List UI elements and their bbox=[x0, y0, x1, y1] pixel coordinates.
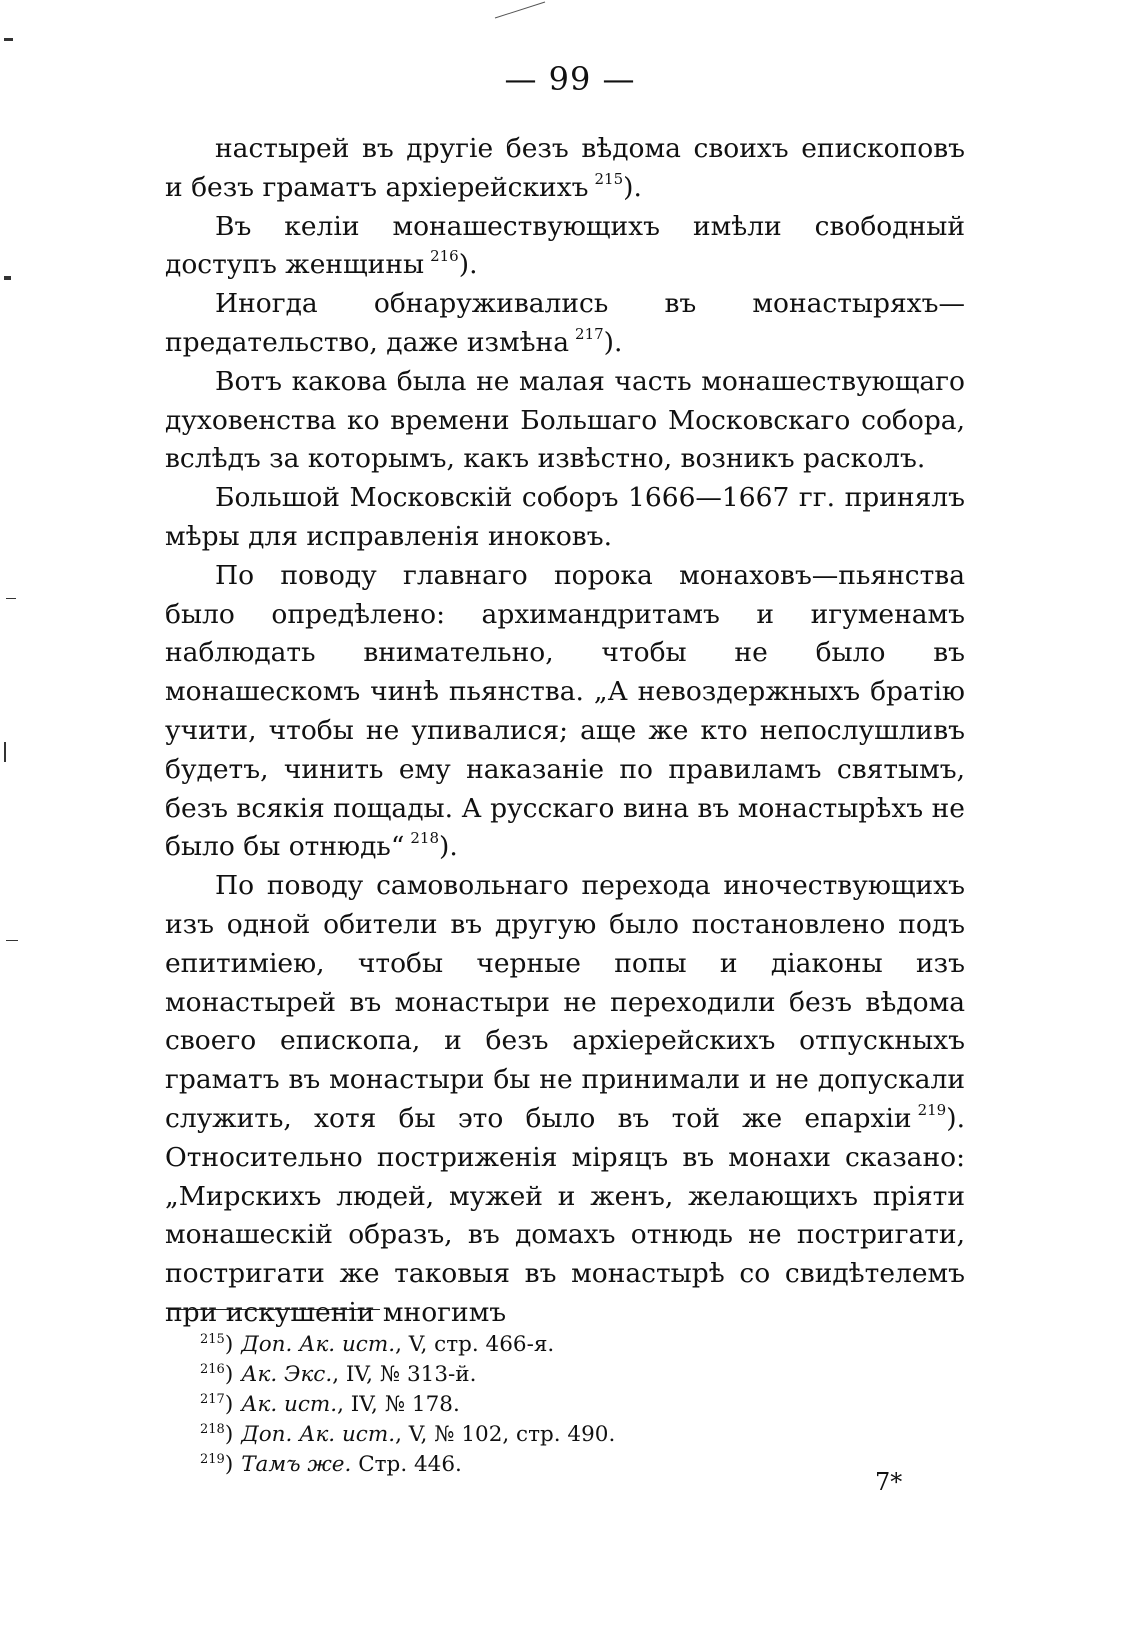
footnote-paren: ) bbox=[224, 1422, 234, 1447]
scan-mark bbox=[6, 598, 16, 599]
footnote-reference[interactable]: 219 bbox=[917, 1100, 947, 1119]
footnote-detail: , IV, № 313-й. bbox=[332, 1362, 477, 1387]
paragraph-text: Въ келіи монашествующихъ имѣли свободный доступъ женщины bbox=[165, 210, 965, 281]
footnote-detail: , IV, № 178. bbox=[337, 1392, 460, 1417]
paragraph bbox=[165, 208, 965, 286]
footnote-separator-rule bbox=[170, 1309, 380, 1310]
footnote-number: 219 bbox=[200, 1452, 225, 1467]
footnote-reference[interactable]: 218 bbox=[410, 829, 440, 848]
paragraph-tail: ). Относительно постриженія міряцъ въ монахи сказано: „Мирскихъ людей, мужей и женъ, желающихъ пріяти монашескій образъ, въ домахъ отнюдь не постригати, постригати же таковыя въ монастырѣ со свидѣтелемъ при искушеніи многимъ bbox=[165, 1102, 965, 1328]
paragraph bbox=[165, 130, 965, 208]
footnote-number: 217 bbox=[200, 1392, 225, 1407]
footnote-source: Ак. Экс. bbox=[241, 1362, 333, 1387]
footnote-source: Доп. Ак. ист. bbox=[241, 1422, 396, 1447]
footnote-reference[interactable]: 215 bbox=[594, 169, 624, 188]
footnote-paren: ) bbox=[224, 1332, 234, 1357]
paragraph-text: Иногда обнаруживались въ монастыряхъ—предательство, даже измѣна bbox=[165, 288, 965, 358]
paragraph-tail: ). bbox=[623, 171, 642, 203]
paragraph-tail: ). bbox=[458, 249, 478, 281]
paragraph-text: По поводу самовольнаго перехода иночествующихъ изъ одной обители въ другую было постановлено подъ епитиміею, чтобы черные попы и діаконы изъ монастырей въ монастыри не переходили безъ вѣдома своего епископа, и безъ архіерейскихъ отпускныхъ граматъ въ монастыри бы не принимали и не допускали служить, хотя бы это было въ той же епархіи bbox=[165, 870, 965, 1134]
page-number: — 99 — bbox=[504, 60, 636, 98]
footnote-paren: ) bbox=[224, 1362, 234, 1387]
footnote-source: Ак. ист. bbox=[241, 1392, 338, 1417]
paragraph bbox=[165, 867, 965, 1333]
footnote-reference[interactable]: 217 bbox=[575, 324, 604, 343]
footnote-paren: ) bbox=[224, 1452, 234, 1477]
paragraph-tail: ). bbox=[439, 831, 458, 863]
footnote-detail: Стр. 446. bbox=[351, 1452, 462, 1477]
paragraph-tail: ). bbox=[603, 326, 623, 358]
footnote-paren: ) bbox=[224, 1392, 234, 1417]
paragraph bbox=[165, 557, 965, 867]
paragraph-text: Большой Московскій соборъ 1666—1667 гг. принялъ мѣры для исправленія иноковъ. bbox=[165, 482, 965, 552]
body-text bbox=[165, 130, 965, 1333]
paragraph-text: По поводу главнаго порока монаховъ—пьянства было опредѣлено: архимандритамъ и игуменамъ наблюдать внимательно, чтобы не было въ монашескомъ чинѣ пьянства. „А невоздержныхъ братію учити, чтобы не упивалися; аще же кто непослушливъ будетъ, чинить ему наказаніе по правиламъ святымъ, безъ всякія пощады. А русскаго вина въ монастырѣхъ не было бы отнюдь“ bbox=[165, 559, 965, 863]
footnote-detail: , V, № 102, стр. 490. bbox=[395, 1422, 616, 1447]
paragraph-text: настырей въ другіе безъ вѣдома своихъ епископовъ и безъ граматъ архіерейскихъ bbox=[165, 133, 965, 203]
footnote-reference[interactable]: 216 bbox=[430, 247, 459, 266]
footnote bbox=[200, 1450, 900, 1480]
footnote bbox=[200, 1360, 900, 1390]
footnote-number: 218 bbox=[200, 1422, 225, 1437]
footnote-number: 216 bbox=[200, 1362, 225, 1377]
footnote-source: Доп. Ак. ист. bbox=[241, 1332, 396, 1357]
paragraph bbox=[165, 479, 965, 557]
scan-mark bbox=[4, 276, 11, 280]
footnote bbox=[200, 1390, 900, 1420]
footnote-detail: , V, стр. 466-я. bbox=[395, 1332, 555, 1357]
footnote bbox=[200, 1330, 900, 1360]
scan-stroke bbox=[490, 0, 550, 20]
scan-mark bbox=[4, 38, 13, 41]
paragraph-text: Вотъ какова была не малая часть монашествующаго духовенства ко времени Большаго Московскаго собора, вслѣдъ за которымъ, какъ извѣстно, возникъ расколъ. bbox=[165, 365, 965, 475]
signature-mark: 7* bbox=[875, 1468, 903, 1496]
footnotes bbox=[200, 1330, 900, 1480]
scan-mark bbox=[4, 742, 6, 762]
footnote-source: Тамъ же. bbox=[241, 1452, 352, 1477]
paragraph bbox=[165, 285, 965, 363]
paragraph bbox=[165, 363, 965, 479]
footnote bbox=[200, 1420, 900, 1450]
footnote-number: 215 bbox=[200, 1332, 225, 1347]
scan-mark bbox=[6, 940, 18, 941]
